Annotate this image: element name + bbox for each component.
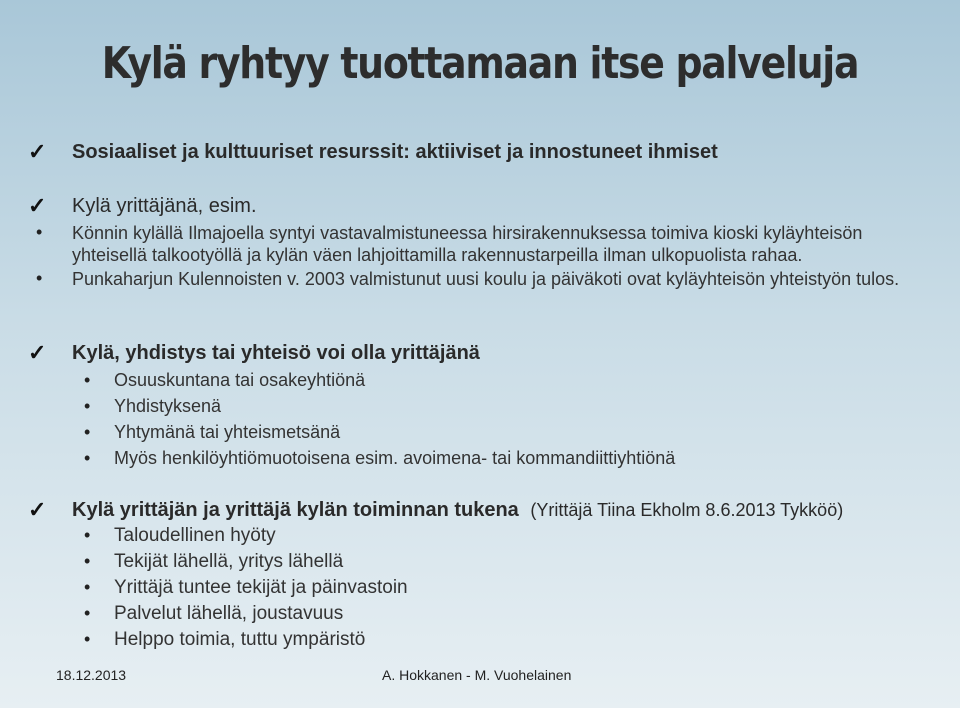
list-item: Taloudellinen hyöty: [114, 525, 276, 546]
checkmark-icon: ✓: [28, 193, 47, 218]
list-item: Yhtymänä tai yhteismetsänä: [114, 422, 341, 442]
bullet-dot-icon: •: [84, 551, 91, 571]
checkmark-icon: ✓: [28, 340, 47, 365]
bullet-dot-icon: •: [84, 525, 91, 545]
checkmark-icon: ✓: [28, 139, 47, 164]
list-item: Yrittäjä tuntee tekijät ja päinvastoin: [114, 577, 408, 598]
bullet-dot-icon: •: [84, 629, 91, 649]
bullet-dot-icon: •: [84, 448, 91, 468]
section-heading-village-entrepreneur: Kylä yrittäjänä, esim.: [72, 195, 257, 217]
list-item: Helppo toimia, tuttu ympäristö: [114, 629, 366, 650]
bullet-dot-icon: •: [84, 603, 91, 623]
list-item: Osuuskuntana tai osakeyhtiönä: [114, 370, 366, 390]
list-item: Yhdistyksenä: [114, 396, 222, 416]
checkmark-icon: ✓: [28, 497, 47, 522]
bullet-dot-icon: •: [84, 396, 91, 416]
slide-title: Kylä ryhtyy tuottamaan itse palveluja: [101, 38, 859, 89]
bullet-dot-icon: •: [84, 422, 91, 442]
bullet-dot-icon: •: [36, 268, 43, 288]
bullet-dot-icon: •: [84, 577, 91, 597]
footer-authors: A. Hokkanen - M. Vuohelainen: [382, 667, 572, 683]
section-heading-association: Kylä, yhdistys tai yhteisö voi olla yrittäjänä: [72, 342, 480, 364]
list-item: Könnin kylällä Ilmajoella syntyi vastavalmistuneessa hirsirakennuksessa toimiva kioski kyläyhteisön yhteisellä talkootyöllä ja kylän väen lahjoittamilla rakennustarpeilla ilman ulkopuolista rahaa.: [72, 223, 863, 265]
list-item: Palvelut lähellä, joustavuus: [114, 603, 344, 624]
bullet-dot-icon: •: [84, 370, 91, 390]
section-heading-resources: Sosiaaliset ja kulttuuriset resurssit: aktiiviset ja innostuneet ihmiset: [72, 141, 718, 163]
source-note: (Yrittäjä Tiina Ekholm 8.6.2013 Tykköö): [530, 500, 844, 520]
list-item: Myös henkilöyhtiömuotoisena esim. avoimena- tai kommandiittiyhtiönä: [114, 448, 676, 468]
list-item: Tekijät lähellä, yritys lähellä: [114, 551, 344, 572]
footer-date: 18.12.2013: [56, 667, 127, 683]
section-heading-support-text: Kylä yrittäjän ja yrittäjä kylän toiminnan tukena: [72, 499, 519, 521]
list-item: Punkaharjun Kulennoisten v. 2003 valmistunut uusi koulu ja päiväkoti ovat kyläyhteisön yhteistyön tulos.: [72, 269, 900, 289]
section-heading-support: [72, 499, 843, 522]
bullet-dot-icon: •: [36, 222, 43, 242]
